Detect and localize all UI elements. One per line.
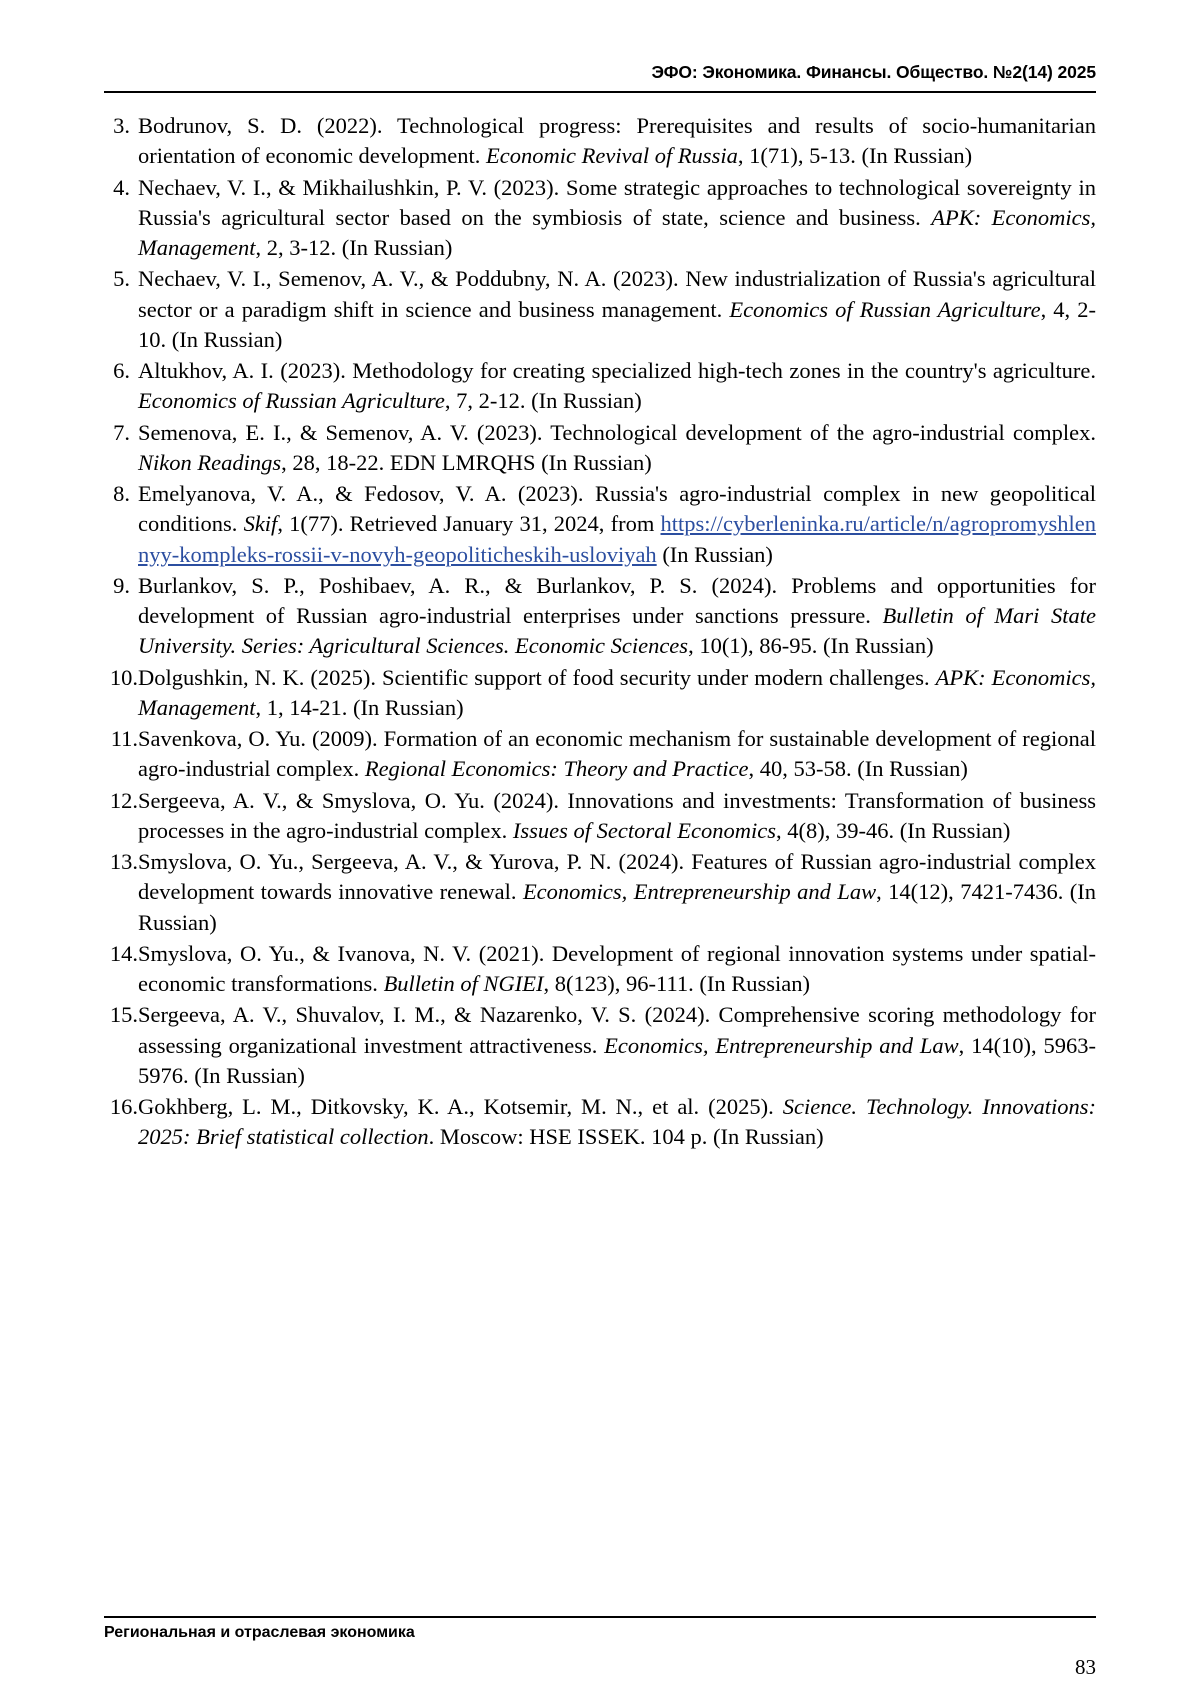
footer-divider xyxy=(104,1616,1096,1618)
reference-text xyxy=(138,418,1096,479)
reference-text-segment: Smyslova, O. Yu., Sergeeva, A. V., & Yurova, P. N. (2024). Features of Russian agro-industrial complex development towards innovative renewal. xyxy=(138,849,1096,905)
reference-text xyxy=(138,724,1096,785)
reference-source-title: Economic Revival of Russia xyxy=(486,143,738,169)
header-divider xyxy=(104,91,1096,93)
reference-item xyxy=(104,939,1096,1000)
reference-text-segment: , 14(10), 5963-5976. (In Russian) xyxy=(138,1032,1097,1088)
reference-text xyxy=(138,571,1096,662)
reference-text-segment: Sergeeva, A. V., & Smyslova, O. Yu. (2024). Innovations and investments: Transformation of business processes in the agro-industrial complex. xyxy=(138,787,1096,843)
reference-source-title: Bulletin of Mari State University. Series: Agricultural Sciences. Economic Sciences xyxy=(138,603,1096,659)
reference-source-title: Nikon Readings xyxy=(138,449,282,475)
reference-text-segment: Emelyanova, V. A., & Fedosov, V. A. (2023). Russia's agro-industrial complex in new geopolitical conditions. xyxy=(138,481,1096,537)
reference-text xyxy=(138,786,1096,847)
reference-item xyxy=(104,173,1096,264)
page-number: 83 xyxy=(1075,1655,1096,1679)
reference-item xyxy=(104,356,1096,417)
reference-text-segment: , 2, 3-12. (In Russian) xyxy=(255,235,453,260)
reference-number: 6. xyxy=(113,358,130,383)
page-footer xyxy=(104,1616,1096,1642)
reference-text xyxy=(138,111,1096,172)
reference-number: 8. xyxy=(113,481,130,506)
reference-text-segment: Nechaev, V. I., Semenov, A. V., & Poddubny, N. A. (2023). New industrialization of Russia's agricultural sector or a paradigm shift in science and business management. xyxy=(138,266,1096,322)
reference-number: 16. xyxy=(109,1094,138,1119)
reference-text xyxy=(138,1092,1096,1153)
reference-text-segment: , 14(12), 7421-7436. (In Russian) xyxy=(138,879,1096,935)
reference-source-title: Economics of Russian Agriculture xyxy=(138,388,445,414)
reference-number: 10. xyxy=(109,664,138,690)
reference-text-segment: Altukhov, A. I. (2023). Methodology for creating specialized high-tech zones in the country's agriculture. xyxy=(138,358,1096,383)
reference-item xyxy=(104,786,1096,847)
reference-text-segment: Gokhberg, L. M., Ditkovsky, K. A., Kotsemir, M. N., et al. (2025). xyxy=(138,1094,783,1119)
reference-source-title: Economics, Entrepreneurship and Law xyxy=(604,1032,959,1058)
reference-text xyxy=(138,1000,1096,1091)
reference-number: 11. xyxy=(110,726,138,751)
reference-source-title: Science. Technology. Innovations: 2025: Brief statistical collection xyxy=(138,1094,1096,1150)
reference-number: 14. xyxy=(109,940,138,966)
reference-number: 4. xyxy=(113,174,130,200)
reference-text-segment: , 4(8), 39-46. (In Russian) xyxy=(776,817,1011,843)
reference-item xyxy=(104,663,1096,724)
reference-text-segment: , 7, 2-12. (In Russian) xyxy=(444,388,642,414)
reference-url-link[interactable]: https://cyberleninka.ru/article/n/agropromyshlennyy-kompleks-rossii-v-novyh-geopoliticheskih-usloviyah xyxy=(138,511,1097,567)
reference-item xyxy=(104,479,1096,570)
reference-item xyxy=(104,724,1096,785)
reference-source-title: Skif xyxy=(243,511,278,537)
reference-text-segment: Burlankov, S. P., Poshibaev, A. R., & Burlankov, P. S. (2024). Problems and opportunities for development of Russian agro-industrial enterprises under sanctions pressure. xyxy=(138,572,1096,628)
reference-item xyxy=(104,1000,1096,1091)
reference-text-segment: , 1(77). Retrieved January 31, 2024, from xyxy=(277,511,661,537)
reference-text xyxy=(138,356,1096,417)
reference-text-segment: , 1, 14-21. (In Russian) xyxy=(255,694,464,720)
reference-number: 9. xyxy=(113,572,130,598)
reference-text xyxy=(138,173,1096,264)
reference-item xyxy=(104,111,1096,172)
reference-source-title: Economics, Entrepreneurship and Law xyxy=(522,879,877,905)
reference-source-title: APK: Economics, Management xyxy=(138,664,1096,720)
reference-text xyxy=(138,939,1096,1000)
reference-number: 13. xyxy=(109,849,138,874)
reference-item xyxy=(104,1092,1096,1153)
reference-list xyxy=(104,111,1096,1153)
reference-text-segment: , 4, 2-10. (In Russian) xyxy=(138,296,1096,352)
reference-text-segment: Semenova, E. I., & Semenov, A. V. (2023). Technological development of the agro-industrial complex. xyxy=(138,419,1096,445)
reference-item xyxy=(104,418,1096,479)
reference-text-segment: . Moscow: HSE ISSEK. 104 p. (In Russian) xyxy=(428,1124,824,1150)
reference-text-segment: , 40, 53-58. (In Russian) xyxy=(748,756,968,782)
reference-source-title: Economics of Russian Agriculture xyxy=(729,296,1041,322)
reference-source-title: Issues of Sectoral Economics xyxy=(512,817,776,843)
reference-text-segment: Dolgushkin, N. K. (2025). Scientific support of food security under modern challenges. xyxy=(138,664,936,690)
reference-text xyxy=(138,663,1096,724)
reference-text-segment: Sergeeva, A. V., Shuvalov, I. M., & Nazarenko, V. S. (2024). Comprehensive scoring methodology for assessing organizational investment attractiveness. xyxy=(138,1002,1096,1058)
reference-source-title: Bulletin of NGIEI xyxy=(383,971,544,996)
reference-item xyxy=(104,571,1096,662)
reference-number: 12. xyxy=(109,787,138,813)
reference-text-segment: (In Russian) xyxy=(656,541,773,567)
footer-section-label: Региональная и отраслевая экономика xyxy=(104,1624,415,1641)
reference-text xyxy=(138,847,1096,938)
page-header xyxy=(104,62,1096,91)
reference-number: 7. xyxy=(113,419,130,445)
reference-text xyxy=(138,264,1096,355)
reference-text-segment: , 1(71), 5-13. (In Russian) xyxy=(737,143,973,169)
reference-number: 15. xyxy=(109,1002,138,1028)
reference-text-segment: , 10(1), 86-95. (In Russian) xyxy=(688,633,934,659)
reference-text-segment: Smyslova, O. Yu., & Ivanova, N. V. (2021). Development of regional innovation systems under spatial-economic transformations. xyxy=(138,940,1096,996)
journal-header-text: ЭФО: Экономика. Финансы. Общество. №2(14) 2025 xyxy=(651,62,1096,82)
reference-text-segment: Nechaev, V. I., & Mikhailushkin, P. V. (2023). Some strategic approaches to technological sovereignty in Russia's agricultural sector based on the symbiosis of state, science and business. xyxy=(138,174,1096,230)
reference-text xyxy=(138,479,1096,570)
reference-number: 3. xyxy=(113,113,130,138)
reference-text-segment: Bodrunov, S. D. (2022). Technological progress: Prerequisites and results of socio-humanitarian orientation of economic development. xyxy=(138,113,1096,169)
reference-text-segment: Savenkova, O. Yu. (2009). Formation of an economic mechanism for sustainable development of regional agro-industrial complex. xyxy=(138,726,1096,782)
reference-source-title: Regional Economics: Theory and Practice xyxy=(364,756,749,782)
reference-source-title: APK: Economics, Management xyxy=(138,204,1097,260)
reference-text-segment: , 28, 18-22. EDN LMRQHS (In Russian) xyxy=(281,449,652,475)
reference-item xyxy=(104,847,1096,938)
reference-number: 5. xyxy=(113,266,130,292)
reference-text-segment: , 8(123), 96-111. (In Russian) xyxy=(543,971,810,996)
reference-item xyxy=(104,264,1096,355)
